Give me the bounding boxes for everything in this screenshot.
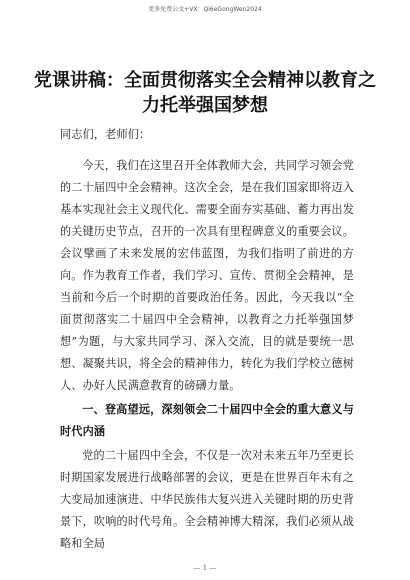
- document-title: 党课讲稿：全面贯彻落实全会精神以教育之力托举强国梦想: [34, 70, 376, 116]
- greeting: 同志们，老师们：: [60, 128, 151, 141]
- page-header: 更多免费公文+VX：Qi6eGongWen2024: [148, 6, 262, 13]
- intro-paragraph: 今天，我们在这里召开全体教师大会，共同学习领会党的二十届四中全会精神。这次全会，是在我们国家即将迈入基本实现社会主义现代化、需要全面夯实基础、蓄力再出发的关键历史节点，召开的一次具有里程碑意义的重要会议。会议擘画了未来发展的宏伟蓝图，为我们指明了前进的方向。作为教育工作者，我们学习、宣传、贯彻全会精神，是当前和今后一个时期的首要政治任务。因此，今天我以“全面贯彻落实二十届四中全会精神，以教育之力托举强国梦想”为题，与大家共同学习、深入交流，目的就是要统一思想、凝聚共识，将全会的精神伟力，转化为我们学校立德树人、办好人民满意教育的磅礴力量。: [60, 159, 354, 392]
- document-body: [60, 124, 354, 555]
- section-paragraph: 党的二十届四中全会，不仅是一次对未来五年乃至更长时期国家发展进行战略部署的会议，更是在世界百年未有之大变局加速演进、中华民族伟大复兴进入关键时期的历史背景下，吹响的时代号角。全会精神博大精深，我们必须从战略和全局: [60, 449, 354, 550]
- page-number: — 1 —: [193, 564, 217, 572]
- section-heading: 一、登高望远，深刻领会二十届四中全会的重大意义与时代内涵: [60, 403, 354, 438]
